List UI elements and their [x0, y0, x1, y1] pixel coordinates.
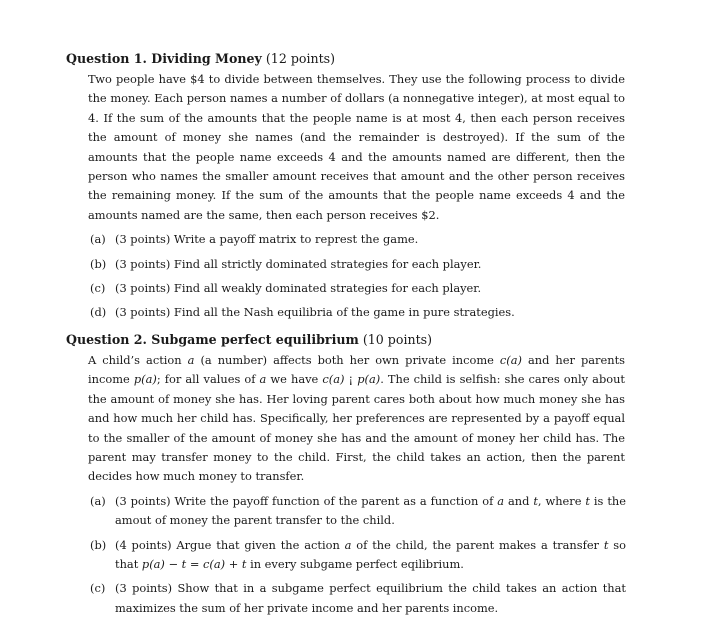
math-var-t: t — [533, 493, 538, 508]
question-1-points: (12 points) — [265, 51, 336, 66]
math-p-of-a: p(a) — [133, 372, 157, 387]
question-2-part-a — [90, 492, 626, 531]
question-2-title: Question 2. Subgame perfect equilibrium — [66, 332, 359, 347]
text-run: of the child, the parent makes a transfer — [351, 537, 604, 552]
text-run: ; for all values of — [156, 372, 260, 387]
part-text — [115, 492, 626, 531]
text-run: and her parents income — [88, 353, 625, 387]
question-2-part-c — [90, 579, 626, 618]
math-var-a: a — [497, 493, 505, 508]
text-run: and — [504, 493, 534, 508]
question-1-part-b — [90, 255, 626, 274]
math-p-of-a: p(a) — [357, 372, 381, 387]
part-label: (d) — [90, 305, 107, 320]
math-var-a: a — [344, 537, 352, 552]
math-var-a: a — [187, 353, 195, 367]
question-1-parts — [66, 230, 626, 323]
math-var-t: t — [603, 537, 609, 552]
question-1-part-c — [90, 279, 626, 298]
text-run: we have — [266, 372, 323, 387]
part-text: (3 points) Find all strictly dominated strategies for each player. — [115, 256, 482, 271]
question-2-heading — [66, 331, 626, 349]
math-equation: p(a) − t = c(a) + t — [141, 557, 247, 572]
part-label: (a) — [90, 232, 106, 247]
part-label: (b) — [90, 256, 107, 271]
text-run: (4 points) Argue that given the action — [115, 537, 345, 552]
text-run: A child’s action — [88, 353, 188, 367]
question-2 — [66, 331, 626, 623]
question-1 — [66, 50, 626, 328]
math-var-t: t — [585, 493, 590, 508]
math-c-of-a: c(a) — [322, 372, 345, 387]
part-text: (3 points) Find all the Nash equilibria of the game in pure strategies. — [115, 305, 515, 320]
question-2-points: (10 points) — [362, 332, 433, 347]
question-2-intro — [88, 351, 625, 487]
math-c-of-a: c(a) — [499, 353, 522, 367]
question-1-part-d — [90, 303, 626, 322]
text-run: (a number) affects both her own private income — [194, 353, 500, 367]
question-2-part-b — [90, 536, 626, 575]
text-run: . The child is selfish: she cares only about the amount of money she has. Her loving parent cares both about how much money she has and how much her child has. Specifically, her preferences are represented by a payoff equal to the smaller of the amount of money she has and the amount of money her child has. The parent may transfer money to the child. First, the child takes an action, then the parent decides how much money to transfer. — [88, 372, 626, 484]
part-label: (a) — [90, 493, 106, 508]
part-text: (3 points) Find all weakly dominated strategies for each player. — [115, 281, 482, 296]
text-run: (3 points) Write the payoff function of the parent as a function of — [115, 493, 498, 508]
question-1-title: Question 1. Dividing Money — [66, 51, 262, 66]
part-text: (3 points) Write a payoff matrix to represt the game. — [115, 232, 419, 247]
question-1-part-a — [90, 230, 626, 249]
part-text — [115, 536, 626, 575]
part-label: (c) — [90, 281, 106, 296]
text-run: , where — [537, 493, 586, 508]
question-1-heading — [66, 50, 626, 68]
part-label: (b) — [90, 537, 107, 552]
question-2-parts — [66, 492, 626, 618]
text-run: so that — [115, 537, 626, 572]
text-run: in every subgame perfect eqilibrium. — [246, 557, 464, 572]
part-text: (3 points) Show that in a subgame perfect equilibrium the child takes an action that maximizes the sum of her private income and her parents income. — [115, 581, 626, 615]
math-var-a: a — [259, 372, 267, 387]
text-run: is the amout of money the parent transfer to the child. — [115, 493, 626, 528]
part-label: (c) — [90, 581, 106, 596]
question-1-intro: Two people have $4 to divide between themselves. They use the following process to divide the money. Each person names a number of dollars (a nonnegative integer), at most equal to 4. If the sum of the amounts that the people name is at most 4, then each person receives the amount of money she names (and the remainder is destroyed). If the sum of the amounts that the people name exceeds 4 and the amounts named are different, then the person who names the smaller amount receives that amount and the other person receives the remaining money. If the sum of the amounts that the people name exceeds 4 and the amounts named are the same, then each person receives $2. — [88, 72, 625, 222]
text-run: ¡ — [344, 372, 358, 387]
